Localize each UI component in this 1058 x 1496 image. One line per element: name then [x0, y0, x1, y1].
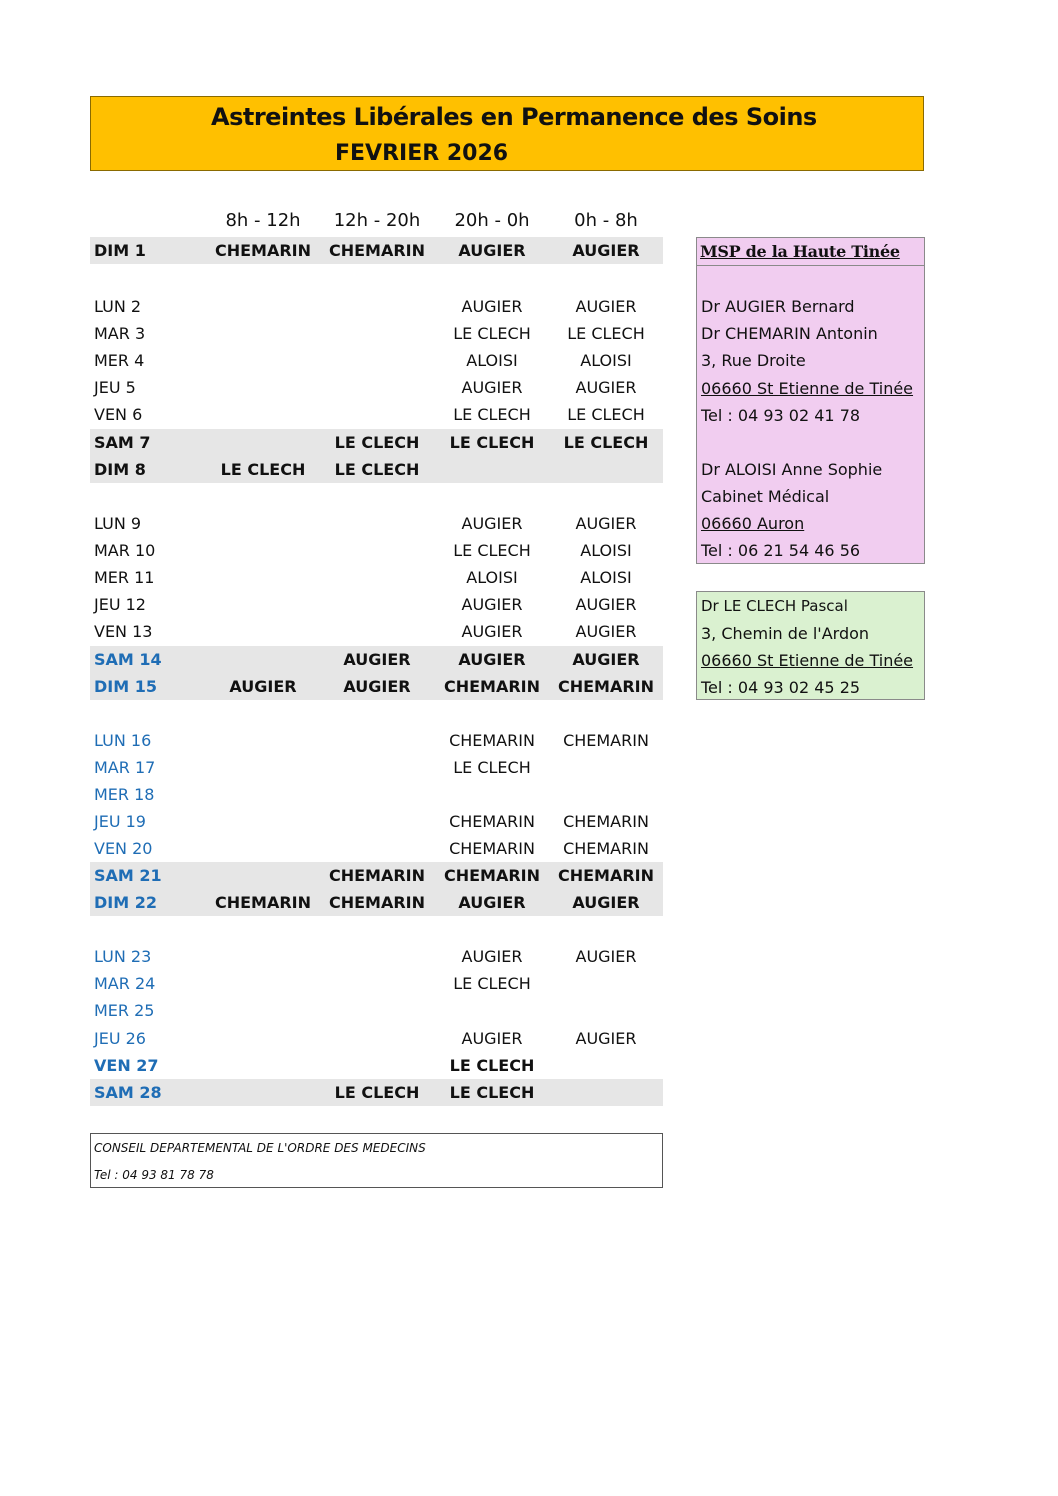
- day-label: JEU 19: [94, 812, 146, 831]
- table-row: [90, 564, 663, 591]
- day-label: MAR 24: [94, 974, 156, 993]
- shift-cell: CHEMARIN: [557, 866, 655, 885]
- msp-phone: Tel : 04 93 02 41 78: [701, 406, 861, 425]
- shift-cell: AUGIER: [343, 677, 411, 696]
- shift-cell: LE CLECH: [563, 433, 649, 452]
- shift-cell: CHEMARIN: [449, 812, 535, 831]
- msp-street: 3, Rue Droite: [701, 351, 806, 370]
- shift-cell: LE CLECH: [449, 433, 535, 452]
- shift-cell: ALOISI: [580, 541, 632, 560]
- column-header-afternoon: 12h - 20h: [333, 210, 421, 231]
- day-label: DIM 1: [94, 241, 146, 260]
- shift-cell: LE CLECH: [453, 758, 531, 777]
- shift-cell: AUGIER: [575, 514, 637, 533]
- shift-cell: CHEMARIN: [214, 241, 312, 260]
- day-label: VEN 6: [94, 405, 143, 424]
- leclech-phone: Tel : 04 93 02 45 25: [701, 678, 861, 697]
- day-label: LUN 16: [94, 731, 152, 750]
- table-row: [90, 673, 663, 700]
- table-row: [90, 727, 663, 754]
- leclech-doctor: Dr LE CLECH Pascal: [701, 597, 848, 615]
- day-label: JEU 5: [94, 378, 136, 397]
- msp-title: MSP de la Haute Tinée: [697, 238, 924, 266]
- shift-cell: CHEMARIN: [449, 839, 535, 858]
- day-label: SAM 28: [94, 1083, 162, 1102]
- day-label: MER 25: [94, 1001, 155, 1020]
- table-row: [90, 1079, 663, 1106]
- shift-cell: LE CLECH: [334, 460, 420, 479]
- shift-cell: AUGIER: [572, 893, 640, 912]
- shift-cell: AUGIER: [575, 1029, 637, 1048]
- shift-cell: LE CLECH: [334, 1083, 420, 1102]
- day-label: MER 11: [94, 568, 155, 587]
- table-row: [90, 510, 663, 537]
- day-label: VEN 20: [94, 839, 153, 858]
- day-label: LUN 2: [94, 297, 142, 316]
- day-label: LUN 23: [94, 947, 152, 966]
- day-label: MAR 10: [94, 541, 156, 560]
- shift-cell: AUGIER: [461, 1029, 523, 1048]
- shift-cell: AUGIER: [572, 241, 640, 260]
- table-row: [90, 347, 663, 374]
- shift-cell: ALOISI: [466, 568, 518, 587]
- msp-doctor-augier: Dr AUGIER Bernard: [701, 297, 855, 316]
- shift-cell: LE CLECH: [334, 433, 420, 452]
- aloisi-city: 06660 Auron: [701, 514, 805, 533]
- table-row: [90, 970, 663, 997]
- shift-cell: LE CLECH: [453, 974, 531, 993]
- day-label: DIM 8: [94, 460, 146, 479]
- cdom-box: [90, 1133, 663, 1188]
- shift-cell: LE CLECH: [449, 1083, 535, 1102]
- day-label: MER 4: [94, 351, 145, 370]
- shift-cell: AUGIER: [461, 514, 523, 533]
- table-row: [90, 835, 663, 862]
- table-row: [90, 1052, 663, 1079]
- table-row: [90, 591, 663, 618]
- table-row: [90, 374, 663, 401]
- shift-cell: LE CLECH: [567, 324, 645, 343]
- table-row: [90, 646, 663, 673]
- table-row: [90, 293, 663, 320]
- cdom-phone: Tel : 04 93 81 78 78: [94, 1168, 214, 1182]
- shift-cell: AUGIER: [458, 893, 526, 912]
- shift-cell: AUGIER: [575, 378, 637, 397]
- shift-cell: LE CLECH: [453, 324, 531, 343]
- shift-cell: AUGIER: [575, 622, 637, 641]
- day-label: JEU 12: [94, 595, 146, 614]
- shift-cell: LE CLECH: [449, 1056, 535, 1075]
- msp-city: 06660 St Etienne de Tinée: [701, 379, 914, 398]
- table-row: [90, 754, 663, 781]
- table-row: [90, 401, 663, 428]
- table-row: [90, 889, 663, 916]
- day-label: JEU 26: [94, 1029, 146, 1048]
- shift-cell: AUGIER: [461, 622, 523, 641]
- shift-cell: CHEMARIN: [328, 866, 426, 885]
- shift-cell: AUGIER: [575, 947, 637, 966]
- msp-doctor-chemarin: Dr CHEMARIN Antonin: [701, 324, 878, 343]
- table-row: [90, 808, 663, 835]
- table-row: [90, 537, 663, 564]
- day-label: SAM 14: [94, 650, 162, 669]
- msp-info-box: [696, 237, 925, 564]
- shift-cell: CHEMARIN: [449, 731, 535, 750]
- day-label: MAR 3: [94, 324, 146, 343]
- column-header-morning: 8h - 12h: [225, 210, 301, 231]
- cdom-name: CONSEIL DEPARTEMENTAL DE L'ORDRE DES MEDECINS: [94, 1141, 426, 1155]
- leclech-city: 06660 St Etienne de Tinée: [701, 651, 914, 670]
- day-label: LUN 9: [94, 514, 142, 533]
- shift-cell: CHEMARIN: [443, 866, 541, 885]
- day-label: DIM 15: [94, 677, 157, 696]
- shift-cell: AUGIER: [343, 650, 411, 669]
- page-month: FEVRIER 2026: [335, 141, 509, 166]
- shift-cell: AUGIER: [458, 241, 526, 260]
- day-label: SAM 7: [94, 433, 151, 452]
- shift-cell: CHEMARIN: [563, 731, 649, 750]
- shift-cell: CHEMARIN: [557, 677, 655, 696]
- table-row: [90, 1025, 663, 1052]
- shift-cell: CHEMARIN: [443, 677, 541, 696]
- shift-cell: AUGIER: [575, 595, 637, 614]
- table-row: [90, 862, 663, 889]
- shift-cell: AUGIER: [458, 650, 526, 669]
- table-row: [90, 781, 663, 808]
- day-label: SAM 21: [94, 866, 162, 885]
- shift-cell: AUGIER: [572, 650, 640, 669]
- table-row: [90, 997, 663, 1024]
- shift-cell: AUGIER: [461, 947, 523, 966]
- aloisi-cabinet: Cabinet Médical: [701, 487, 830, 506]
- shift-cell: LE CLECH: [220, 460, 306, 479]
- leclech-info-box: [696, 591, 925, 700]
- shift-cell: AUGIER: [229, 677, 297, 696]
- shift-cell: AUGIER: [461, 378, 523, 397]
- shift-cell: AUGIER: [461, 595, 523, 614]
- table-row: [90, 943, 663, 970]
- day-label: VEN 27: [94, 1056, 159, 1075]
- column-header-night: 0h - 8h: [574, 210, 638, 231]
- shift-cell: LE CLECH: [453, 405, 531, 424]
- shift-cell: ALOISI: [466, 351, 518, 370]
- page-title: Astreintes Libérales en Permanence des Soins: [211, 103, 817, 131]
- shift-cell: CHEMARIN: [214, 893, 312, 912]
- table-row: [90, 237, 663, 264]
- shift-cell: AUGIER: [575, 297, 637, 316]
- shift-cell: CHEMARIN: [328, 893, 426, 912]
- column-header-evening: 20h - 0h: [454, 210, 530, 231]
- aloisi-phone: Tel : 06 21 54 46 56: [701, 541, 861, 560]
- day-label: DIM 22: [94, 893, 157, 912]
- day-label: VEN 13: [94, 622, 153, 641]
- shift-cell: CHEMARIN: [563, 839, 649, 858]
- shift-cell: AUGIER: [461, 297, 523, 316]
- table-row: [90, 429, 663, 456]
- shift-cell: LE CLECH: [453, 541, 531, 560]
- shift-cell: CHEMARIN: [563, 812, 649, 831]
- shift-cell: ALOISI: [580, 351, 632, 370]
- shift-cell: LE CLECH: [567, 405, 645, 424]
- table-row: [90, 320, 663, 347]
- aloisi-doctor: Dr ALOISI Anne Sophie: [701, 460, 883, 479]
- title-banner: [90, 96, 924, 171]
- day-label: MAR 17: [94, 758, 156, 777]
- table-row: [90, 456, 663, 483]
- shift-cell: CHEMARIN: [328, 241, 426, 260]
- leclech-street: 3, Chemin de l'Ardon: [701, 624, 870, 643]
- shift-cell: ALOISI: [580, 568, 632, 587]
- day-label: MER 18: [94, 785, 155, 804]
- table-row: [90, 618, 663, 645]
